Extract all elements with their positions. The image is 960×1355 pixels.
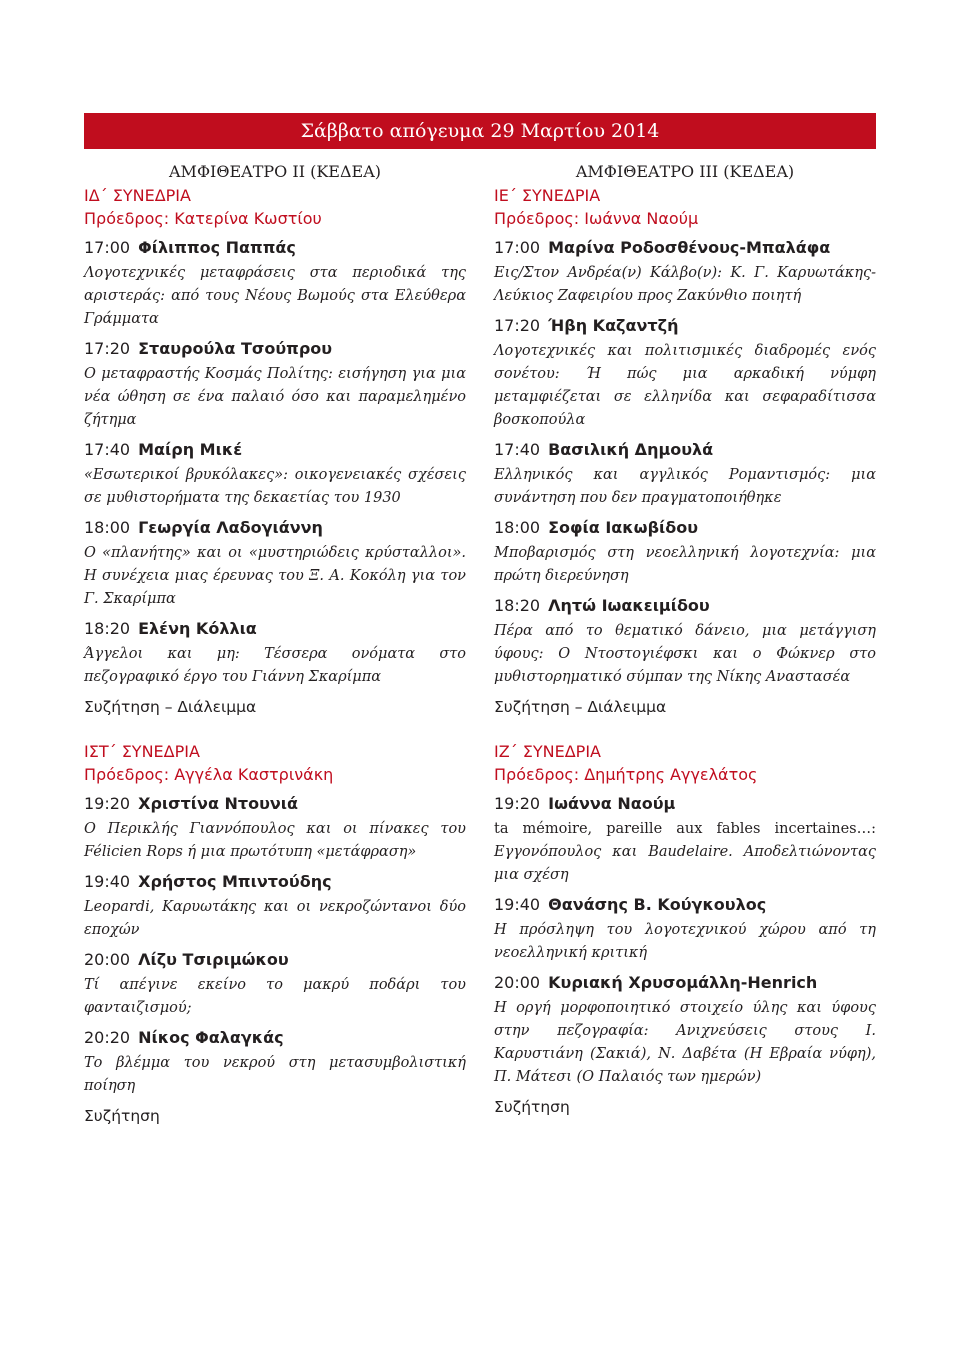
talk-title-rest: Εγγονόπουλος και Baudelaire. Αποδελτιώνοντας μια σχέση <box>494 844 876 883</box>
talk-speaker: Νίκος Φαλαγκάς <box>138 1028 284 1047</box>
session-block <box>494 184 876 719</box>
talk-title: Τί απέγινε εκείνο το μακρύ ποδάρι του φανταιζισμού; <box>84 977 466 1016</box>
talk-time: 18:20 <box>84 619 131 638</box>
right-column-top <box>494 160 876 719</box>
talk-speaker: Μαίρη Μικέ <box>138 440 243 459</box>
talk-item <box>84 438 466 510</box>
header-title: Σάββατο απόγευμα 29 Μαρτίου 2014 <box>300 120 660 142</box>
talk-time: 18:20 <box>494 596 541 615</box>
talk-title: Πέρα από το θεματικό δάνειο, μια μετάγγιση ύφους: Ο Ντοστογιέφσκι και ο Φώκνερ στο μυθιστορηματικό σύμπαν της Νίκης Αναστασέα <box>494 623 876 685</box>
talk-time: 19:20 <box>494 794 541 813</box>
talk-time: 17:00 <box>84 238 131 257</box>
session-chair: Πρόεδρος: Ιωάννα Ναούμ <box>494 209 699 228</box>
session-title: ΙΔ΄ ΣΥΝΕΔΡΙΑ <box>84 186 191 205</box>
left-column-bottom <box>84 740 466 1128</box>
talk-item <box>84 337 466 432</box>
talk-speaker: Γεωργία Λαδογιάννη <box>138 518 323 537</box>
talk-time: 18:00 <box>84 518 131 537</box>
talk-item <box>494 236 876 308</box>
talk-item <box>84 948 466 1020</box>
session-block <box>84 184 466 719</box>
talk-title: Ελληνικός και αγγλικός Ρομαντισμός: μια συνάντηση που δεν πραγματοποιήθηκε <box>494 467 876 506</box>
talk-speaker: Θανάσης Β. Κούγκουλος <box>548 895 767 914</box>
talk-title <box>494 818 876 887</box>
talk-item <box>84 516 466 611</box>
talk-time: 17:20 <box>494 316 541 335</box>
hall-title: ΑΜΦΙΘΕΑΤΡΟ ΙΙ (ΚΕΔΕΑ) <box>169 162 381 181</box>
talk-item <box>494 314 876 432</box>
talk-time: 18:00 <box>494 518 541 537</box>
left-column-top <box>84 160 466 719</box>
talk-title: Μποβαρισμός στη νεοελληνική λογοτεχνία: μια πρώτη διερεύνηση <box>494 545 876 584</box>
talk-speaker: Λητώ Ιωακειμίδου <box>548 596 710 615</box>
talk-time: 20:20 <box>84 1028 131 1047</box>
talk-title: Λογοτεχνικές μεταφράσεις στα περιοδικά της αριστεράς: από τους Νέους Βωμούς στα Ελεύθερα Γράμματα <box>84 265 466 327</box>
talk-speaker: Χρήστος Μπιντούδης <box>138 872 332 891</box>
talk-title: «Εσωτερικοί βρυκόλακες»: οικογενειακές σχέσεις σε μυθιστορήματα της δεκαετίας του 1930 <box>84 467 466 506</box>
talk-time: 20:00 <box>84 950 131 969</box>
talk-speaker: Ιωάννα Ναούμ <box>548 794 676 813</box>
session-chair: Πρόεδρος: Δημήτρης Αγγελάτος <box>494 765 758 784</box>
talk-speaker: Λίζυ Τσιριμώκου <box>138 950 289 969</box>
talk-title: Λογοτεχνικές και πολιτισμικές διαδρομές ενός σονέτου: Ή πώς μια αρκαδική νύμφη μεταμφιέζεται σε ελληνίδα και σεφαραδίτισσα βοσκοπούλα <box>494 343 876 428</box>
talk-title: Leopardi, Καρυωτάκης και οι νεκροζώντανοι δύο εποχών <box>84 899 466 938</box>
talk-item <box>494 594 876 689</box>
talk-title: Ο μεταφραστής Κοσμάς Πολίτης: εισήγηση για μια νέα ώθηση σε ένα παλαιό όσο και παραμελημένο ζήτημα <box>84 366 466 428</box>
talk-title: Εις/Στον Ανδρέα(ν) Κάλβο(ν): Κ. Γ. Καρυωτάκης-Λεύκιος Ζαφειρίου προς Ζακύνθιο ποιητή <box>494 265 876 304</box>
talk-title: Ο Περικλής Γιαννόπουλος και οι πίνακες του Félicien Rops ή μια πρωτότυπη «μετάφραση» <box>84 821 466 860</box>
talk-speaker: Βασιλική Δημουλά <box>548 440 714 459</box>
talk-title-quote: ta mémoire, pareille aux fables incertaines…: <box>494 821 876 837</box>
talk-title: Ο «πλανήτης» και οι «μυστηριώδεις κρύσταλλοι». Η συνέχεια μιας έρευνας του Ξ. Α. Κοκόλη για τον Γ. Σκαρίμπα <box>84 545 466 607</box>
talk-title: Η οργή μορφοποιητικό στοιχείο ύλης και ύφους στην πεζογραφία: Ανιχνεύσεις στους Ι. Καρυστιάνη (Σακιά), Ν. Δαβέτα (Η Εβραία νύφη), Π. Μάτεσι (Ο Παλαιός των ημερών) <box>494 1000 876 1085</box>
talk-time: 20:00 <box>494 973 541 992</box>
talk-title: Άγγελοι και μη: Τέσσερα ονόματα στο πεζογραφικό έργο του Γιάννη Σκαρίμπα <box>84 646 466 685</box>
session-chair: Πρόεδρος: Κατερίνα Κωστίου <box>84 209 322 228</box>
talk-item <box>494 438 876 510</box>
talk-speaker: Μαρίνα Ροδοσθένους-Μπαλάφα <box>548 238 831 257</box>
session-title: ΙΖ΄ ΣΥΝΕΔΡΙΑ <box>494 742 601 761</box>
session-block <box>494 740 876 1119</box>
talk-time: 19:40 <box>84 872 131 891</box>
session-closing: Συζήτηση <box>84 1107 160 1125</box>
talk-time: 17:20 <box>84 339 131 358</box>
talk-speaker: Ελένη Κόλλια <box>138 619 257 638</box>
hall-title: ΑΜΦΙΘΕΑΤΡΟ ΙΙΙ (ΚΕΔΕΑ) <box>575 162 795 181</box>
session-title: ΙΕ΄ ΣΥΝΕΔΡΙΑ <box>494 186 601 205</box>
talk-speaker: Ήβη Καζαντζή <box>548 316 679 335</box>
talk-item <box>494 516 876 588</box>
talk-title: Η πρόσληψη του λογοτεχνικού χώρου από τη νεοελληνική κριτική <box>494 922 876 961</box>
talk-speaker: Κυριακή Χρυσομάλλη-Henrich <box>548 973 818 992</box>
session-closing: Συζήτηση <box>494 1098 570 1116</box>
talk-item <box>84 792 466 864</box>
talk-title: Το βλέμμα του νεκρού στη μετασυμβολιστική ποίηση <box>84 1055 466 1094</box>
talk-speaker: Φίλιππος Παππάς <box>138 238 296 257</box>
session-block <box>84 740 466 1128</box>
talk-speaker: Χριστίνα Ντουνιά <box>138 794 299 813</box>
talk-item <box>84 1026 466 1098</box>
talk-item <box>84 870 466 942</box>
talk-item <box>494 792 876 887</box>
session-chair: Πρόεδρος: Αγγέλα Καστρινάκη <box>84 765 334 784</box>
talk-time: 17:40 <box>494 440 541 459</box>
talk-speaker: Σταυρούλα Τσούπρου <box>138 339 333 358</box>
talk-time: 17:00 <box>494 238 541 257</box>
page-header <box>84 113 876 149</box>
session-title: ΙΣΤ΄ ΣΥΝΕΔΡΙΑ <box>84 742 200 761</box>
talk-time: 19:20 <box>84 794 131 813</box>
session-closing: Συζήτηση – Διάλειμμα <box>84 698 257 716</box>
talk-item <box>84 236 466 331</box>
talk-item <box>494 893 876 965</box>
talk-time: 17:40 <box>84 440 131 459</box>
session-closing: Συζήτηση – Διάλειμμα <box>494 698 667 716</box>
talk-speaker: Σοφία Ιακωβίδου <box>548 518 699 537</box>
talk-item <box>494 971 876 1089</box>
talk-item <box>84 617 466 689</box>
right-column-bottom <box>494 740 876 1119</box>
talk-time: 19:40 <box>494 895 541 914</box>
